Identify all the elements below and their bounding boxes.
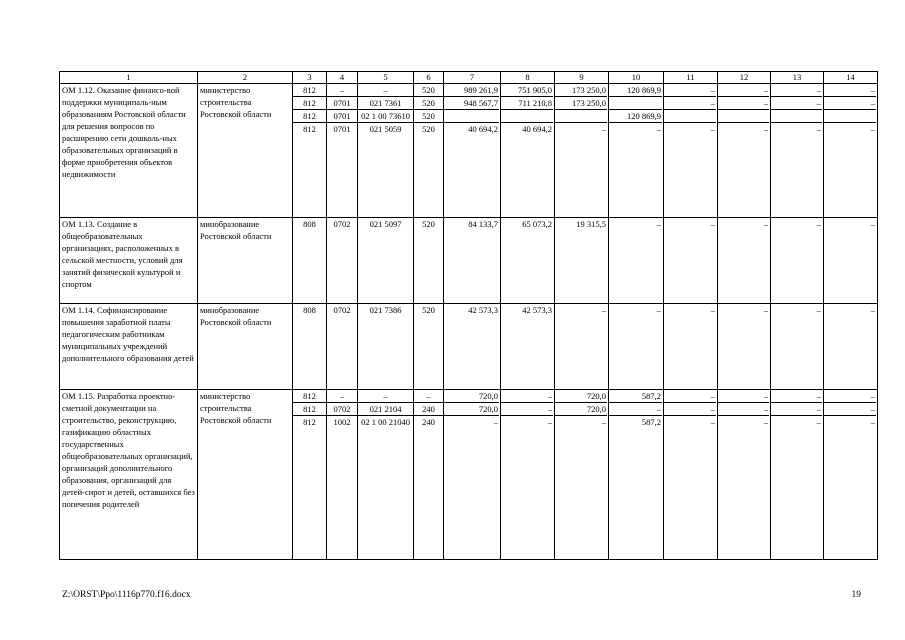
- value-line: –: [763, 305, 768, 315]
- value-cell: [414, 304, 444, 390]
- value-line: –: [656, 305, 661, 315]
- value-cell: [718, 304, 771, 390]
- measure-name: ОМ 1.13. Создание в общеобразовательных организациях, расположенных в сельской местности, условий для занятий физической культурой и спортом: [60, 218, 198, 304]
- value-line: 808: [303, 305, 316, 315]
- value-line: [609, 97, 662, 110]
- column-number: 3: [293, 72, 327, 84]
- value-cell: [771, 304, 824, 390]
- value-line: 0702: [333, 219, 351, 229]
- value-line: 711 210,8: [501, 97, 553, 110]
- value-line: 989 261,9: [444, 84, 499, 97]
- value-cell: [501, 390, 555, 560]
- value-cell: [414, 84, 444, 218]
- responsible-executor: минобразование Ростовской области: [198, 304, 293, 390]
- value-line: –: [816, 305, 821, 315]
- value-cell: [609, 390, 664, 560]
- value-line: –: [870, 219, 875, 229]
- value-line: 812: [293, 97, 326, 110]
- value-line: –: [358, 390, 413, 403]
- value-line: 84 133,7: [468, 219, 498, 229]
- value-cell: [293, 218, 327, 304]
- value-line: 812: [293, 84, 326, 97]
- responsible-executor: минобразование Ростовской области: [198, 218, 293, 304]
- value-line: 812: [303, 417, 316, 427]
- column-number-row: [60, 72, 878, 84]
- value-line: 520: [422, 124, 435, 134]
- value-line: 65 073,2: [522, 219, 552, 229]
- value-line: –: [816, 124, 821, 134]
- column-number: 2: [198, 72, 293, 84]
- column-number: 13: [771, 72, 824, 84]
- value-line: 42 573,3: [468, 305, 498, 315]
- value-line: 021 7361: [358, 97, 413, 110]
- value-cell: [327, 390, 358, 560]
- value-line: 520: [414, 97, 443, 110]
- value-cell: [444, 304, 501, 390]
- value-line: 520: [422, 305, 435, 315]
- value-line: –: [358, 84, 413, 97]
- value-cell: [358, 218, 414, 304]
- value-cell: [444, 390, 501, 560]
- value-line: –: [718, 390, 769, 403]
- measure-name: ОМ 1.14. Софинансирование повышения заработной платы педагогическим работникам муниципальных учреждений дополнительного образования детей: [60, 304, 198, 390]
- value-line: 812: [293, 403, 326, 416]
- value-line: 720,0: [555, 403, 607, 416]
- value-line: 720,0: [444, 390, 499, 403]
- value-line: 120 869,9: [609, 84, 662, 97]
- value-cell: [444, 84, 501, 218]
- value-cell: [664, 84, 718, 218]
- value-cell: [501, 84, 555, 218]
- value-cell: [414, 390, 444, 560]
- value-line: 021 2104: [358, 403, 413, 416]
- value-line: 240: [414, 403, 443, 416]
- value-cell: [555, 304, 609, 390]
- value-cell: [824, 84, 878, 218]
- value-cell: [501, 304, 555, 390]
- value-line: 720,0: [555, 390, 607, 403]
- value-line: 812: [293, 110, 326, 123]
- value-line: 0702: [333, 305, 351, 315]
- value-cell: [327, 218, 358, 304]
- value-line: –: [763, 124, 768, 134]
- value-cell: [718, 218, 771, 304]
- column-number: 12: [718, 72, 771, 84]
- value-cell: [414, 218, 444, 304]
- value-cell: [444, 218, 501, 304]
- value-line: –: [763, 417, 768, 427]
- column-number: 4: [327, 72, 358, 84]
- value-cell: [327, 84, 358, 218]
- value-line: 173 250,0: [555, 84, 607, 97]
- value-line: 021 5097: [369, 219, 402, 229]
- value-line: [555, 110, 607, 123]
- table-row: [60, 84, 878, 218]
- value-line: –: [824, 84, 876, 97]
- value-line: –: [710, 219, 715, 229]
- value-line: –: [870, 124, 875, 134]
- value-line: –: [718, 97, 769, 110]
- column-number: 14: [824, 72, 878, 84]
- value-cell: [718, 84, 771, 218]
- value-line: 720,0: [444, 403, 499, 416]
- budget-table: [59, 71, 878, 560]
- page-number: 19: [851, 590, 861, 600]
- value-line: –: [771, 84, 822, 97]
- table-row: [60, 304, 878, 390]
- value-line: –: [763, 219, 768, 229]
- value-cell: [358, 390, 414, 560]
- measure-name: ОМ 1.15. Разработка проектно-сметной документации на строительство, реконструкцию, газификацию областных государственных общеобразовательных организаций, организаций дополнительного образования, организаций для детей-сирот и детей, оставшихся без попечения родителей: [60, 390, 198, 560]
- value-line: 40 694,2: [468, 124, 498, 134]
- value-line: –: [664, 84, 716, 97]
- value-cell: [358, 84, 414, 218]
- value-cell: [824, 304, 878, 390]
- value-line: –: [718, 84, 769, 97]
- value-cell: [555, 218, 609, 304]
- value-line: –: [493, 417, 498, 427]
- value-line: 808: [303, 219, 316, 229]
- value-line: 240: [422, 417, 435, 427]
- value-line: 120 869,9: [609, 110, 662, 123]
- value-line: –: [816, 417, 821, 427]
- file-path: Z:\ORST\Ppo\1116p770.f16.docx: [62, 590, 191, 600]
- column-number: 11: [664, 72, 718, 84]
- value-line: 1002: [333, 417, 351, 427]
- value-cell: [771, 84, 824, 218]
- value-line: [718, 110, 769, 123]
- value-line: 02 1 00 73610: [358, 110, 413, 123]
- value-line: –: [547, 417, 552, 427]
- responsible-executor: министерство строительства Ростовской области: [198, 84, 293, 218]
- column-number: 9: [555, 72, 609, 84]
- value-line: –: [609, 403, 662, 416]
- value-cell: [501, 218, 555, 304]
- value-line: –: [501, 403, 553, 416]
- value-line: 751 905,0: [501, 84, 553, 97]
- value-line: 587,2: [609, 390, 662, 403]
- value-cell: [609, 84, 664, 218]
- value-cell: [327, 304, 358, 390]
- value-cell: [771, 390, 824, 560]
- value-line: 42 573,3: [522, 305, 552, 315]
- value-line: [444, 110, 499, 123]
- value-cell: [664, 304, 718, 390]
- value-line: [824, 110, 876, 123]
- value-line: 021 7386: [369, 305, 402, 315]
- value-cell: [718, 390, 771, 560]
- responsible-executor: министерство строительства Ростовской области: [198, 390, 293, 560]
- value-line: –: [771, 97, 822, 110]
- value-line: –: [710, 124, 715, 134]
- value-line: –: [327, 390, 357, 403]
- value-line: –: [710, 417, 715, 427]
- value-line: –: [656, 124, 661, 134]
- value-line: –: [664, 403, 716, 416]
- column-number: 1: [60, 72, 198, 84]
- table-row: [60, 218, 878, 304]
- value-cell: [824, 218, 878, 304]
- value-cell: [664, 218, 718, 304]
- measure-name: ОМ 1.12. Оказание финансо-вой поддержки муниципаль-ным образованиям Ростовской области для решения вопросов по расширению сети дошколь-ных образовательных организаций в форме приобретения объектов недвижимости: [60, 84, 198, 218]
- value-line: 587,2: [641, 417, 661, 427]
- value-line: –: [771, 403, 822, 416]
- value-line: –: [601, 124, 606, 134]
- column-number: 6: [414, 72, 444, 84]
- value-line: –: [824, 97, 876, 110]
- value-line: 0701: [327, 97, 357, 110]
- value-line: 520: [422, 219, 435, 229]
- value-line: –: [718, 403, 769, 416]
- value-line: –: [601, 305, 606, 315]
- value-cell: [664, 390, 718, 560]
- column-number: 8: [501, 72, 555, 84]
- value-line: 0701: [327, 110, 357, 123]
- value-line: –: [870, 417, 875, 427]
- value-line: –: [327, 84, 357, 97]
- value-line: 0701: [333, 124, 351, 134]
- value-line: –: [664, 97, 716, 110]
- value-cell: [609, 304, 664, 390]
- table-row: [60, 390, 878, 560]
- value-line: –: [656, 219, 661, 229]
- column-number: 10: [609, 72, 664, 84]
- value-line: [501, 110, 553, 123]
- column-number: 5: [358, 72, 414, 84]
- value-line: –: [664, 390, 716, 403]
- value-line: 0702: [327, 403, 357, 416]
- value-cell: [358, 304, 414, 390]
- value-line: –: [824, 403, 876, 416]
- value-line: –: [771, 390, 822, 403]
- value-cell: [555, 84, 609, 218]
- value-line: –: [824, 390, 876, 403]
- value-cell: [824, 390, 878, 560]
- value-line: 40 694,2: [522, 124, 552, 134]
- value-line: –: [601, 417, 606, 427]
- value-line: [664, 110, 716, 123]
- value-line: 812: [303, 124, 316, 134]
- value-line: –: [414, 390, 443, 403]
- value-line: –: [870, 305, 875, 315]
- value-cell: [293, 390, 327, 560]
- value-line: 02 1 00 21040: [361, 417, 410, 427]
- value-cell: [555, 390, 609, 560]
- value-line: 19 315,5: [576, 219, 606, 229]
- value-cell: [609, 218, 664, 304]
- value-line: –: [816, 219, 821, 229]
- value-line: 948 567,7: [444, 97, 499, 110]
- value-line: 812: [293, 390, 326, 403]
- value-line: 520: [414, 110, 443, 123]
- value-line: 021 5059: [369, 124, 402, 134]
- value-cell: [771, 218, 824, 304]
- value-cell: [293, 304, 327, 390]
- value-line: 173 250,0: [555, 97, 607, 110]
- value-line: –: [710, 305, 715, 315]
- value-line: [771, 110, 822, 123]
- column-number: 7: [444, 72, 501, 84]
- value-line: 520: [414, 84, 443, 97]
- value-line: –: [501, 390, 553, 403]
- value-cell: [293, 84, 327, 218]
